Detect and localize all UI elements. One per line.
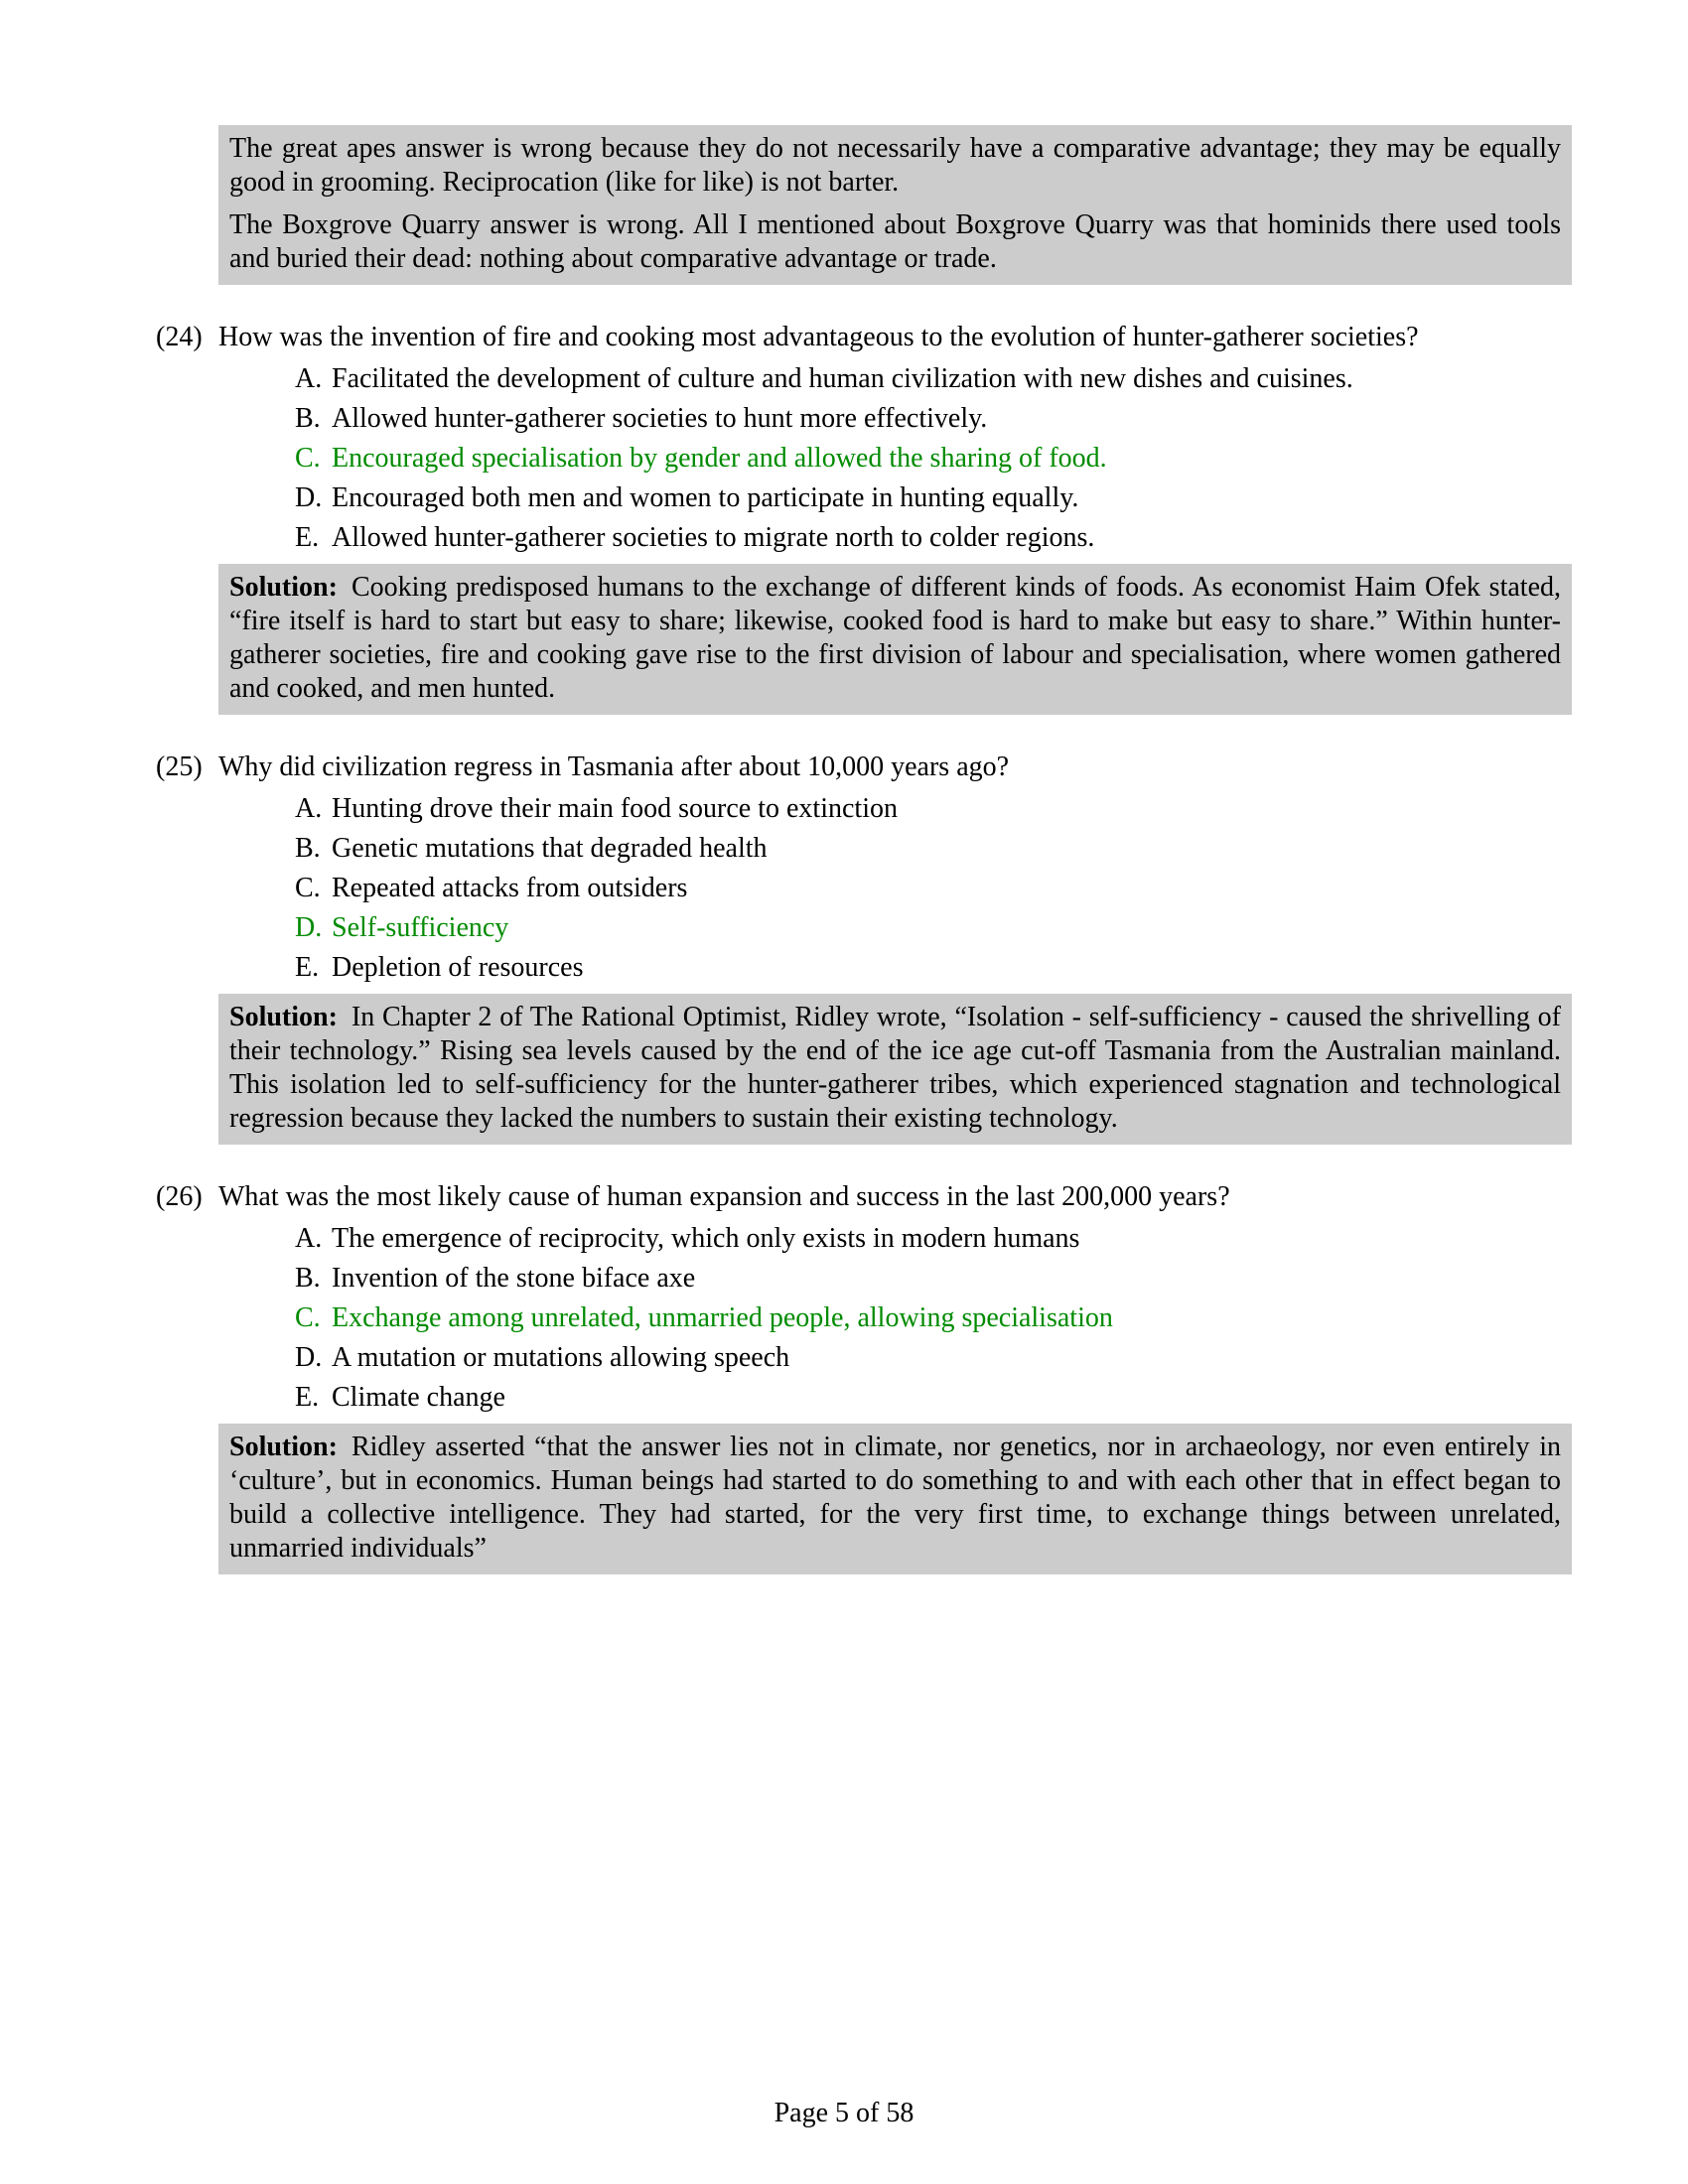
question-24 [156,321,1572,715]
option-26-c-label: C. [295,1302,321,1333]
option-25-d-text: Self-sufficiency [332,912,509,943]
option-25-b-text: Genetic mutations that degraded health [332,833,768,864]
option-24-a-label: A. [295,363,323,394]
solution-26-block [218,1424,1572,1574]
option-25-c-label: C. [295,873,321,903]
feedback-paragraph-boxgrove: The Boxgrove Quarry answer is wrong. All I mentioned about Boxgrove Quarry was that hominids there used tools and buried their dead: nothing about comparative advantage or trade. [229,209,1561,274]
option-24-c-text: Encouraged specialisation by gender and allowed the sharing of food. [332,443,1107,474]
option-25-a-label: A. [295,793,323,824]
option-24-d [295,478,1572,518]
option-25-a [295,789,1572,829]
option-24-c-label: C. [295,443,321,474]
solution-25-text: In Chapter 2 of The Rational Optimist, Ridley wrote, “Isolation - self-sufficiency - caused the shrivelling of their technology.” Rising sea levels caused by the end of the ice age cut-off Tasmania from the Australian mainland. This isolation led to self-sufficiency for the hunter-gatherer tribes, which experienced stagnation and technological regression because they lacked the numbers to sustain their existing technology. [229,1002,1561,1134]
question-25-heading [156,751,1572,784]
option-24-b-label: B. [295,403,321,434]
option-25-a-text: Hunting drove their main food source to extinction [332,793,898,824]
solution-24-text: Cooking predisposed humans to the exchange of different kinds of foods. As economist Haim Ofek stated, “fire itself is hard to start but easy to share; likewise, cooked food is hard to make but easy to share.” Within hunter-gatherer societies, fire and cooking gave rise to the first division of labour and specialisation, where women gathered and cooked, and men hunted. [229,572,1561,704]
option-24-e [295,518,1572,558]
option-26-e [295,1378,1572,1418]
option-25-b-label: B. [295,833,321,864]
page-number: Page 5 of 58 [774,2098,914,2128]
option-24-c-correct-answer [295,439,1572,478]
option-26-b [295,1259,1572,1298]
option-24-b-text: Allowed hunter-gatherer societies to hunt more effectively. [332,403,988,434]
option-26-c-correct-answer [295,1298,1572,1338]
solution-24-block [218,564,1572,715]
option-25-d-label: D. [295,912,323,943]
option-25-d-correct-answer [295,908,1572,948]
option-24-a-text: Facilitated the development of culture and human civilization with new dishes and cuisines. [332,363,1353,394]
solution-25-label: Solution: [229,1002,338,1032]
option-26-c-text: Exchange among unrelated, unmarried people, allowing specialisation [332,1302,1113,1333]
question-26-options [156,1219,1572,1418]
question-24-heading [156,321,1572,354]
option-24-e-label: E. [295,522,320,553]
option-25-b [295,829,1572,869]
option-26-e-label: E. [295,1382,320,1413]
question-24-options [156,359,1572,558]
solution-26-label: Solution: [229,1432,338,1462]
solution-24-label: Solution: [229,572,338,603]
question-24-text: How was the invention of fire and cooking most advantageous to the evolution of hunter-gatherer societies? [218,322,1419,352]
question-24-number: (24) [156,322,203,352]
feedback-block [218,125,1572,285]
option-25-e-text: Depletion of resources [332,952,584,983]
solution-26-text: Ridley asserted “that the answer lies not in climate, nor genetics, nor in archaeology, nor even entirely in ‘culture’, but in economics. Human beings had started to do something to and with each other that in effect began to build a collective intelligence. They had started, for the very first time, to exchange things between unrelated, unmarried individuals” [229,1432,1561,1564]
feedback-paragraph-great-apes: The great apes answer is wrong because they do not necessarily have a comparative advantage; they may be equally good in grooming. Reciprocation (like for like) is not barter. [229,133,1561,198]
question-26-heading [156,1180,1572,1214]
question-26-number: (26) [156,1181,203,1212]
option-26-b-text: Invention of the stone biface axe [332,1263,696,1294]
option-24-d-label: D. [295,482,323,513]
option-26-b-label: B. [295,1263,321,1294]
option-24-a [295,359,1572,399]
question-25-text: Why did civilization regress in Tasmania after about 10,000 years ago? [218,751,1010,782]
option-24-b [295,399,1572,439]
option-26-d-text: A mutation or mutations allowing speech [332,1342,790,1373]
option-24-e-text: Allowed hunter-gatherer societies to migrate north to colder regions. [332,522,1095,553]
question-25-options [156,789,1572,988]
option-24-d-text: Encouraged both men and women to participate in hunting equally. [332,482,1079,513]
option-25-c-text: Repeated attacks from outsiders [332,873,688,903]
option-25-e-label: E. [295,952,320,983]
option-26-e-text: Climate change [332,1382,505,1413]
option-26-d-label: D. [295,1342,323,1373]
question-26-text: What was the most likely cause of human expansion and success in the last 200,000 years? [218,1181,1230,1212]
question-25 [156,751,1572,1145]
document-content [156,125,1572,1574]
solution-25-block [218,994,1572,1145]
question-26 [156,1180,1572,1574]
option-26-d [295,1338,1572,1378]
option-26-a [295,1219,1572,1259]
question-25-number: (25) [156,751,203,782]
option-25-c [295,869,1572,908]
option-26-a-text: The emergence of reciprocity, which only exists in modern humans [332,1223,1080,1254]
option-25-e [295,948,1572,988]
option-26-a-label: A. [295,1223,323,1254]
